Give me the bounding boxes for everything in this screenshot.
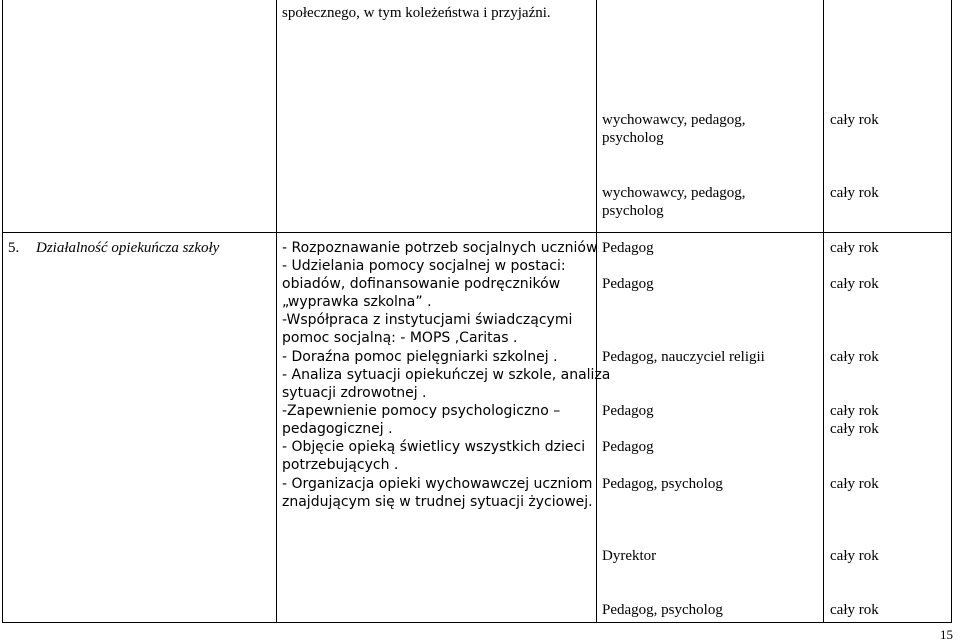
responsible-cell: Pedagog, psycholog bbox=[602, 476, 723, 492]
row-divider bbox=[2, 232, 952, 233]
term-cell: cały rok bbox=[830, 240, 879, 256]
term-cell: cały rok bbox=[830, 602, 879, 618]
column-divider-3 bbox=[823, 0, 824, 623]
activity-line: znajdującym się w trudnej sytuacji życiowej. bbox=[282, 494, 593, 510]
term-cell: cały rok bbox=[830, 349, 879, 365]
term-cell: cały rok bbox=[830, 548, 879, 564]
activity-line: -Zapewnienie pomocy psychologiczno – bbox=[282, 403, 561, 419]
activity-line: - Doraźna pomoc pielęgniarki szkolnej . bbox=[282, 349, 558, 365]
responsible-cell: Pedagog bbox=[602, 403, 654, 419]
activity-line: pomoc socjalną: - MOPS ,Caritas . bbox=[282, 330, 518, 346]
section-number: 5. bbox=[8, 240, 20, 256]
responsible-cell: Pedagog bbox=[602, 276, 654, 292]
column-divider-2 bbox=[596, 0, 597, 623]
responsible-cell: Pedagog bbox=[602, 439, 654, 455]
activity-line: potrzebujących . bbox=[282, 457, 399, 473]
activity-line: - Objęcie opieką świetlicy wszystkich dzieci bbox=[282, 439, 586, 455]
responsible-cell: Pedagog, nauczyciel religii bbox=[602, 349, 765, 365]
term-cell: cały rok bbox=[830, 476, 879, 492]
table-border-bottom bbox=[2, 622, 952, 623]
activity-line: - Udzielania pomocy socjalnej w postaci: bbox=[282, 258, 566, 274]
activity-line: -Współpraca z instytucjami świadczącymi bbox=[282, 312, 573, 328]
term-top-2: cały rok bbox=[830, 185, 879, 201]
page-number: 15 bbox=[940, 627, 953, 642]
activity-line: „wyprawka szkolna” . bbox=[282, 294, 432, 310]
activity-line: - Rozpoznawanie potrzeb socjalnych uczniów bbox=[282, 240, 598, 256]
responsible-top-1-line1: wychowawcy, pedagog, bbox=[602, 112, 746, 128]
responsible-cell: Dyrektor bbox=[602, 548, 657, 564]
term-top-1: cały rok bbox=[830, 112, 879, 128]
section-title: Działalność opiekuńcza szkoły bbox=[36, 240, 220, 256]
activity-line: - Organizacja opieki wychowawczej uczniom bbox=[282, 476, 593, 492]
responsible-top-2-line1: wychowawcy, pedagog, bbox=[602, 185, 746, 201]
activity-line: pedagogicznej . bbox=[282, 421, 393, 437]
responsible-cell: Pedagog bbox=[602, 240, 654, 256]
responsible-cell: Pedagog, psycholog bbox=[602, 602, 723, 618]
table-border-left bbox=[2, 0, 3, 623]
responsible-top-2-line2: psycholog bbox=[602, 203, 664, 219]
term-cell: cały rok bbox=[830, 276, 879, 292]
term-cell: cały rok bbox=[830, 421, 879, 437]
activity-text-top: społecznego, w tym koleżeństwa i przyjaźni. bbox=[282, 5, 551, 21]
column-divider-1 bbox=[276, 0, 277, 623]
activity-line: - Analiza sytuacji opiekuńczej w szkole, analiza bbox=[282, 367, 611, 383]
table-border-right bbox=[951, 0, 952, 623]
activity-line: obiadów, dofinansowanie podręczników bbox=[282, 276, 561, 292]
term-cell: cały rok bbox=[830, 403, 879, 419]
activity-line: sytuacji zdrowotnej . bbox=[282, 385, 427, 401]
responsible-top-1-line2: psycholog bbox=[602, 130, 664, 146]
